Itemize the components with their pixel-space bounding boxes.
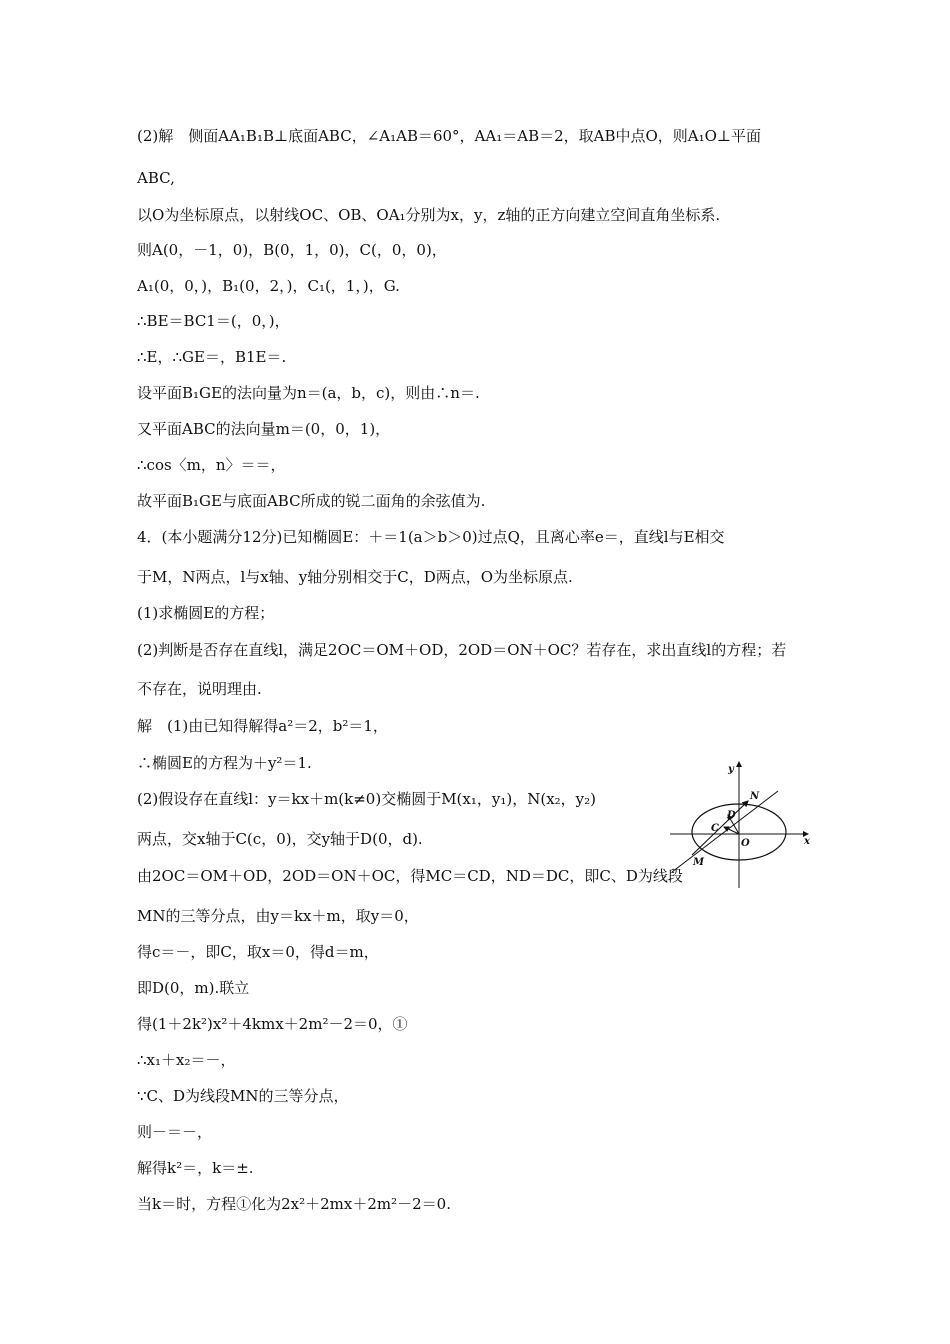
text-line: 则A(0，－1，0)，B(0，1，0)，C(，0，0)，	[137, 241, 447, 259]
text-line: ∴E，∴GE＝，B1E＝.	[137, 348, 287, 366]
text-line: ∴BE＝BC1＝(，0，)，	[137, 312, 290, 330]
label-c: C	[711, 823, 719, 834]
text-line: 于M，N两点，l与x轴、y轴分别相交于C，D两点，O为坐标原点.	[137, 568, 573, 586]
text-line: ∴椭圆E的方程为＋y²＝1.	[137, 754, 312, 772]
text-line: 即D(0，m).联立	[137, 979, 250, 997]
text-line: 又平面ABC的法向量m＝(0，0，1)，	[137, 420, 391, 438]
label-x: x	[804, 836, 810, 847]
text-line: A₁(0，0，)，B₁(0，2，)，C₁(，1，)，G.	[137, 277, 400, 295]
text-line: (2)假设存在直线l：y＝kx＋m(k≠0)交椭圆于M(x₁，y₁)，N(x₂，y₂)	[137, 790, 597, 808]
text-line: MN的三等分点，由y＝kx＋m，取y＝0，	[137, 907, 419, 925]
label-y: y	[728, 764, 734, 775]
text-line: 则－＝－，	[137, 1123, 213, 1141]
text-line: (1)求椭圆E的方程；	[137, 604, 275, 622]
text-line: 以O为坐标原点，以射线OC、OB、OA₁分别为x，y，z轴的正方向建立空间直角坐标系.	[137, 206, 721, 224]
label-d: D	[727, 810, 736, 821]
text-line: 两点，交x轴于C(c，0)，交y轴于D(0，d).	[137, 830, 423, 848]
ellipse-figure	[668, 758, 818, 890]
text-line: 故平面B₁GE与底面ABC所成的锐二面角的余弦值为.	[137, 492, 486, 510]
text-line: 由2OC＝OM＋OD，2OD＝ON＋OC，得MC＝CD，ND＝DC，即C、D为线段	[137, 867, 683, 885]
text-line: 不存在，说明理由.	[137, 680, 262, 698]
text-line: 解 (1)由已知得解得a²＝2，b²＝1，	[137, 717, 388, 735]
text-line: ∵C、D为线段MN的三等分点，	[137, 1087, 349, 1105]
text-line: 得(1＋2k²)x²＋4kmx＋2m²－2＝0，①	[137, 1015, 408, 1033]
text-line: 设平面B₁GE的法向量为n＝(a，b，c)，则由∴n＝.	[137, 384, 480, 402]
text-line: ∴x₁＋x₂＝－，	[137, 1051, 236, 1069]
label-n: N	[750, 791, 760, 802]
text-line: 4．(本小题满分12分)已知椭圆E：＋＝1(a＞b＞0)过点Q，且离心率e＝，直线l与E相交	[137, 528, 725, 546]
label-m: M	[693, 857, 705, 868]
text-line: 当k＝时，方程①化为2x²＋2mx＋2m²－2＝0.	[137, 1195, 451, 1213]
text-line: 得c＝－，即C，取x＝0，得d＝m，	[137, 943, 379, 961]
text-line: (2)判断是否存在直线l，满足2OC＝OM＋OD，2OD＝ON＋OC？若存在，求出直线l的方程；若	[137, 641, 787, 659]
line-l	[672, 791, 778, 872]
text-line: ∴cos〈m，n〉＝＝，	[137, 456, 286, 474]
text-line: ABC,	[137, 169, 175, 187]
text-line: 解得k²＝，k＝±.	[137, 1159, 254, 1177]
ellipse-diagram	[668, 758, 818, 890]
vector-mn	[692, 801, 748, 855]
text-line: (2)解 侧面AA₁B₁B⊥底面ABC，∠A₁AB＝60°，AA₁＝AB＝2，取AB中点O，则A₁O⊥平面	[137, 127, 762, 145]
label-o: O	[741, 838, 750, 849]
